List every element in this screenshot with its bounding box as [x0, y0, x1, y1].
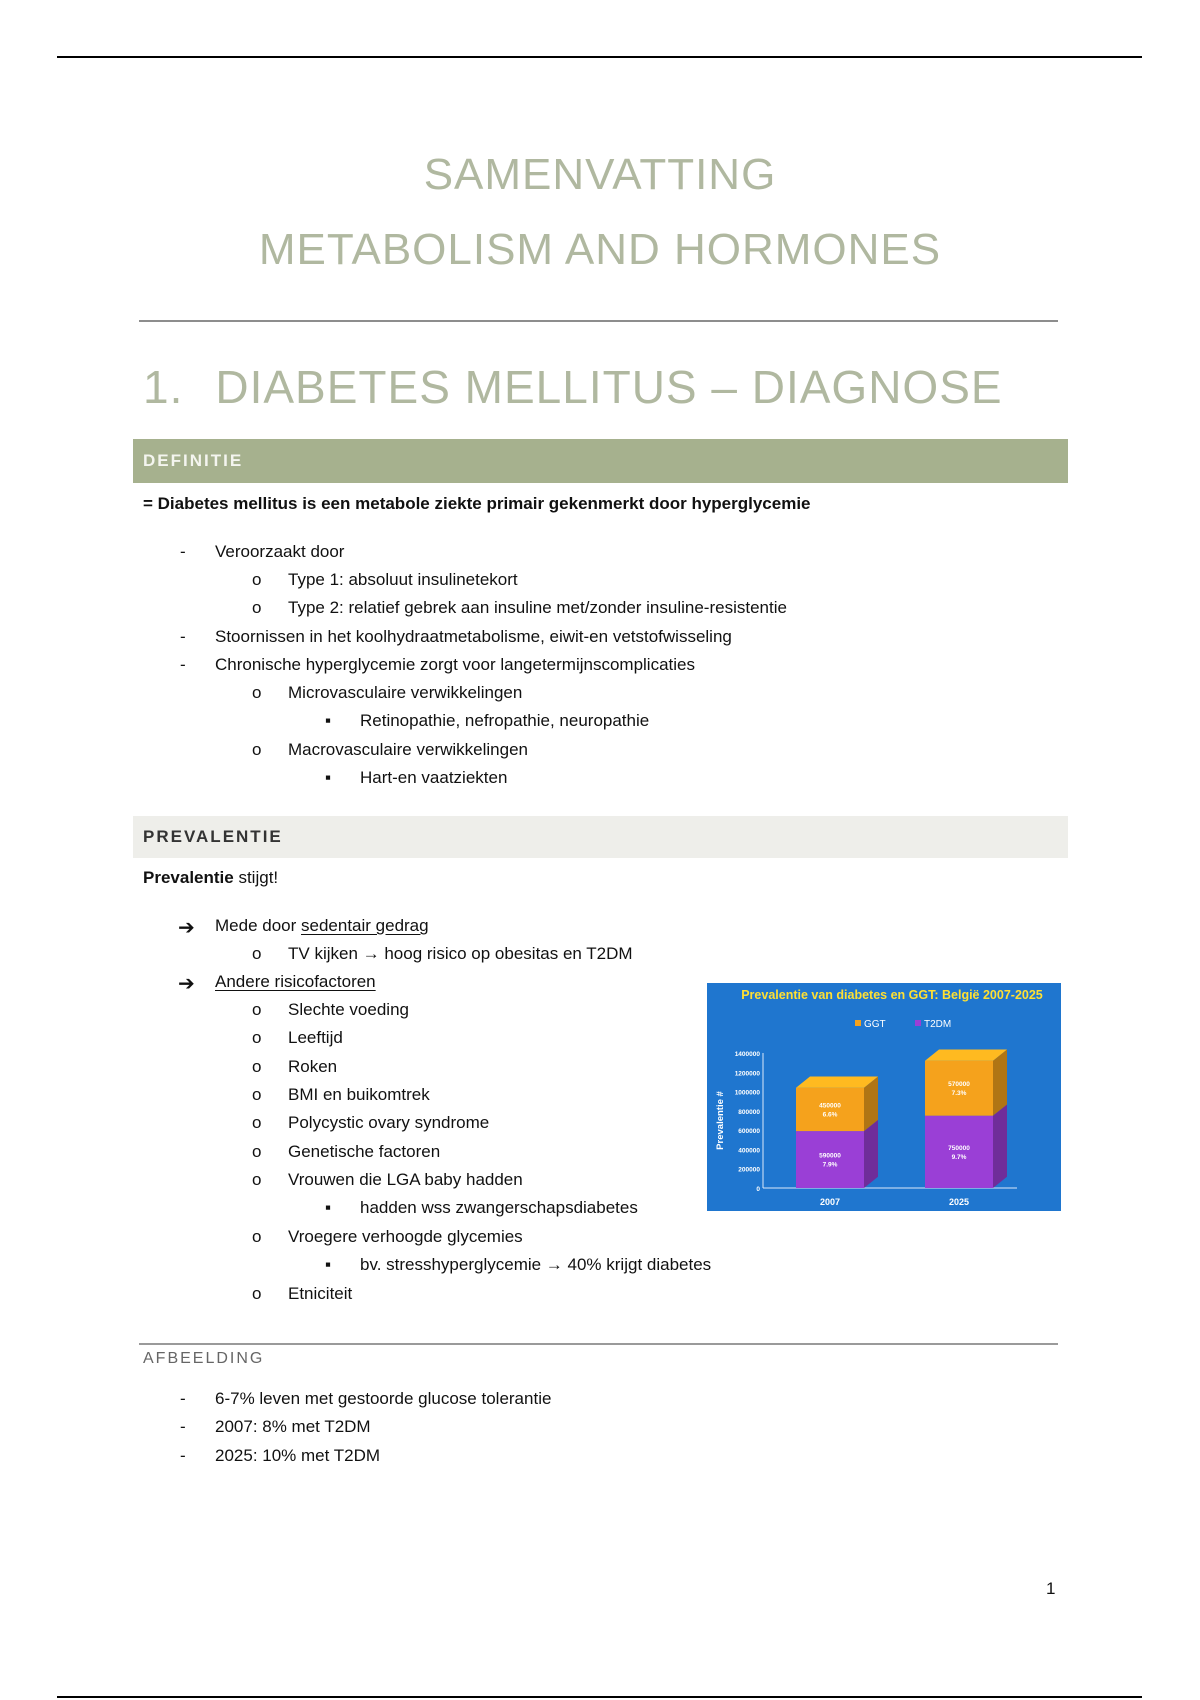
list-item: Roken [288, 1057, 338, 1076]
list-item: Andere risicofactoren [215, 972, 376, 991]
bar-side [993, 1050, 1007, 1116]
dash-bullet: - [180, 1389, 186, 1408]
list-item: Etniciteit [288, 1284, 353, 1303]
doc-title-line1: SAMENVATTING [423, 150, 777, 199]
page-number: 1 [1046, 1579, 1056, 1598]
list-item: Retinopathie, nefropathie, neuropathie [360, 711, 650, 730]
list-item: hadden wss zwangerschapsdiabetes [360, 1198, 638, 1217]
list-item: Slechte voeding [288, 1000, 409, 1019]
prevalence-chart [707, 983, 1061, 1211]
list-item: Macrovasculaire verwikkelingen [288, 740, 528, 759]
circle-bullet: o [252, 740, 262, 759]
section-heading [143, 360, 1003, 414]
dash-bullet: - [180, 655, 186, 674]
circle-bullet: o [252, 1028, 262, 1047]
title-divider [139, 320, 1058, 322]
y-tick-label: 1000000 [734, 1089, 760, 1097]
y-tick-label: 200000 [738, 1166, 760, 1174]
arrow-bullet-icon: ➔ [178, 973, 195, 995]
chart-title: Prevalentie van diabetes en GGT: België 2007-2025 [741, 988, 1043, 1002]
arrow-bullet-icon: ➔ [178, 917, 195, 939]
circle-bullet: o [252, 1057, 262, 1076]
doc-title-line2: METABOLISM AND HORMONES [258, 225, 942, 274]
definitie-heading: DEFINITIE [133, 439, 1068, 483]
list-item [215, 916, 429, 936]
arrow1-underlined: sedentair gedrag [301, 916, 429, 935]
circle-bullet: o [252, 570, 262, 589]
legend-label: T2DM [924, 1019, 952, 1030]
list-item: Hart-en vaatziekten [360, 768, 508, 787]
list-item: Stoornissen in het koolhydraatmetabolisme, eiwit-en vetstofwisseling [215, 627, 732, 646]
square-bullet: ▪ [325, 711, 332, 730]
data-label: 590000 [819, 1152, 841, 1160]
circle-bullet: o [252, 1142, 262, 1161]
list-item: Vroegere verhoogde glycemies [288, 1227, 523, 1246]
legend-swatch [855, 1020, 861, 1026]
circle-bullet: o [252, 1085, 262, 1104]
legend-label: GGT [864, 1019, 886, 1030]
y-tick-label: 0 [756, 1186, 760, 1193]
data-label: 7.9% [822, 1161, 838, 1169]
dash-bullet: - [180, 627, 186, 646]
list-item: bv. stresshyperglycemie → 40% krijgt diabetes [360, 1255, 712, 1274]
y-tick-label: 1200000 [734, 1070, 760, 1078]
list-item: Polycystic ovary syndrome [288, 1113, 490, 1132]
circle-bullet: o [252, 598, 262, 617]
list-item: Vrouwen die LGA baby hadden [288, 1170, 523, 1189]
lead-rest: stijgt! [233, 868, 279, 887]
section-number: 1. [143, 361, 184, 413]
x-tick-label: 2007 [819, 1197, 841, 1207]
bottom-rule [57, 1696, 1142, 1698]
afbeelding-divider [139, 1343, 1058, 1345]
list-item: Microvasculaire verwikkelingen [288, 683, 523, 702]
square-bullet: ▪ [325, 768, 332, 787]
dash-bullet: - [180, 1446, 186, 1465]
top-rule [57, 56, 1142, 58]
prevalentie-heading: PREVALENTIE [133, 816, 1068, 858]
afbeelding-heading: AFBEELDING [143, 1350, 265, 1367]
y-tick-label: 400000 [738, 1147, 760, 1155]
x-tick-label: 2025 [948, 1197, 970, 1207]
list-item: Type 2: relatief gebrek aan insuline met/zonder insuline-resistentie [288, 598, 787, 617]
bar-top [925, 1050, 1007, 1061]
square-bullet: ▪ [325, 1255, 332, 1274]
chart-background [707, 983, 1061, 1211]
circle-bullet: o [252, 1227, 262, 1246]
list-item: BMI en buikomtrek [288, 1085, 430, 1104]
list-item: Type 1: absoluut insulinetekort [288, 570, 518, 589]
bar-top [796, 1077, 878, 1088]
y-tick-label: 1400000 [734, 1051, 760, 1058]
y-tick-label: 800000 [738, 1108, 760, 1116]
bar-side [864, 1120, 878, 1188]
list-item: 2007: 8% met T2DM [215, 1417, 371, 1436]
data-label: 6.6% [822, 1111, 838, 1119]
data-label: 450000 [819, 1102, 841, 1110]
data-label: 9.7% [951, 1153, 967, 1161]
list-item: 2025: 10% met T2DM [215, 1446, 381, 1465]
data-label: 7.3% [951, 1090, 967, 1098]
circle-bullet: o [252, 1284, 262, 1303]
data-label: 750000 [948, 1144, 970, 1152]
arrow1-prefix: Mede door [215, 916, 301, 935]
y-tick-label: 600000 [738, 1128, 760, 1136]
data-label: 570000 [948, 1081, 970, 1089]
bar-side [993, 1104, 1007, 1188]
list-item: TV kijken → hoog risico op obesitas en T2DM [288, 944, 633, 963]
lead-bold: Prevalentie [143, 868, 234, 887]
list-item: 6-7% leven met gestoorde glucose tolerantie [215, 1389, 552, 1408]
prevalentie-lead [143, 868, 278, 888]
y-axis-label: Prevalentie # [715, 1091, 726, 1150]
list-item: Genetische factoren [288, 1142, 441, 1161]
legend-swatch [915, 1020, 921, 1026]
list-item: Leeftijd [288, 1028, 343, 1047]
circle-bullet: o [252, 683, 262, 702]
definition-statement: = Diabetes mellitus is een metabole ziekte primair gekenmerkt door hyperglycemie [143, 494, 811, 513]
dash-bullet: - [180, 1417, 186, 1436]
list-item: Veroorzaakt door [215, 542, 345, 561]
list-item: Chronische hyperglycemie zorgt voor langetermijnscomplicaties [215, 655, 695, 674]
dash-bullet: - [180, 542, 186, 561]
circle-bullet: o [252, 1113, 262, 1132]
square-bullet: ▪ [325, 1198, 332, 1217]
section-title: DIABETES MELLITUS – DIAGNOSE [215, 361, 1003, 413]
circle-bullet: o [252, 1000, 262, 1019]
circle-bullet: o [252, 944, 262, 963]
circle-bullet: o [252, 1170, 262, 1189]
